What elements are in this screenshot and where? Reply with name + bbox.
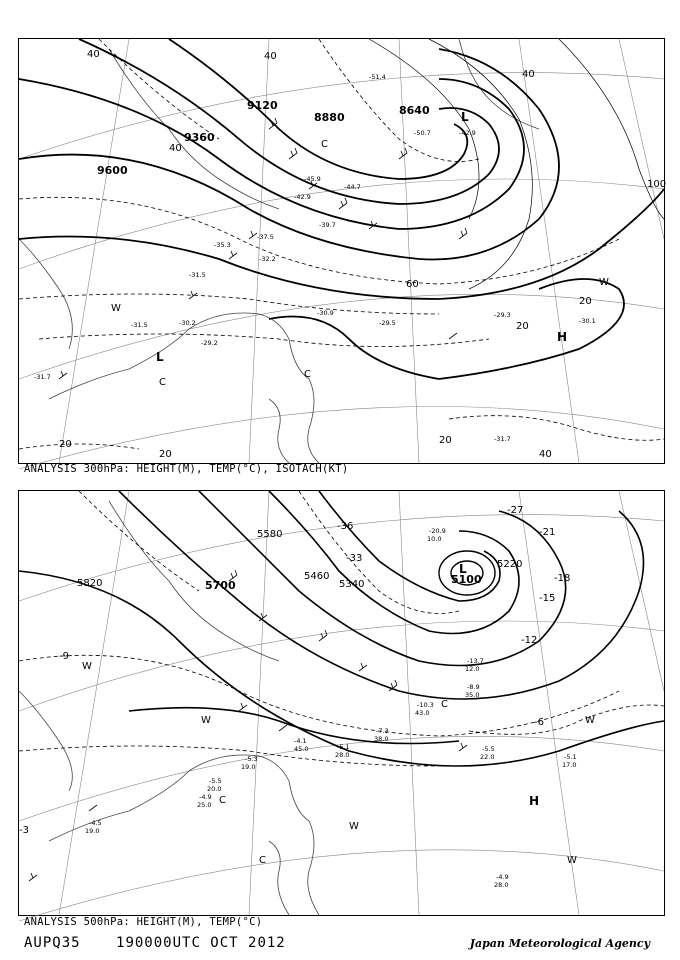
obs-label: 35.0 bbox=[465, 691, 480, 699]
caption-300hpa: ANALYSIS 300hPa: HEIGHT(M), TEMP(°C), ISOTACH(KT) bbox=[24, 463, 349, 475]
temp-label: -51.4 bbox=[369, 73, 386, 81]
cold-symbol: C bbox=[441, 699, 448, 710]
obs-label: 25.0 bbox=[197, 801, 212, 809]
height-label: 8640 bbox=[399, 104, 430, 117]
height-label: 5820 bbox=[77, 578, 103, 589]
height-label: 9600 bbox=[97, 164, 128, 177]
warm-symbol: W bbox=[201, 715, 211, 726]
obs-label: -4.1 bbox=[294, 737, 307, 745]
isotherms-300 bbox=[19, 39, 667, 449]
map-panel-300hpa bbox=[18, 38, 665, 464]
temp-label: -29.2 bbox=[201, 339, 218, 347]
temp-label: -37.5 bbox=[257, 233, 274, 241]
warm-symbol: W bbox=[111, 303, 121, 314]
obs-label: -5.5 bbox=[482, 745, 495, 753]
obs-label: 12.0 bbox=[465, 665, 480, 673]
height-label: 8880 bbox=[314, 111, 345, 124]
agency-name: Japan Meteorological Agency bbox=[469, 937, 650, 950]
cold-symbol: C bbox=[219, 795, 226, 806]
obs-label: -4.9 bbox=[496, 873, 509, 881]
obs-label: 28.0 bbox=[335, 751, 350, 759]
isotach-label: 40 bbox=[87, 49, 100, 60]
obs-label: -4.5 bbox=[89, 819, 102, 827]
isotach-label: 20 bbox=[516, 321, 529, 332]
height-label: 5100 bbox=[451, 573, 482, 586]
height-label: 9120 bbox=[247, 99, 278, 112]
obs-label: 43.0 bbox=[415, 709, 430, 717]
temp-label: -31.7 bbox=[494, 435, 511, 443]
temp-label: -30.1 bbox=[579, 317, 596, 325]
obs-label: -5.1 bbox=[337, 743, 350, 751]
temp-label: -31.5 bbox=[131, 321, 148, 329]
isotherm-label: -6 bbox=[534, 717, 544, 728]
temp-label: -32.2 bbox=[259, 255, 276, 263]
warm-symbol: W bbox=[585, 715, 595, 726]
isotherm-label: -21 bbox=[539, 527, 556, 538]
isotherms-500 bbox=[19, 491, 664, 766]
temp-label: -45.9 bbox=[304, 175, 321, 183]
temp-label: -29.3 bbox=[494, 311, 511, 319]
temp-label: -50.7 bbox=[414, 129, 431, 137]
isotach-label: 100 bbox=[647, 179, 667, 190]
isotherm-label: -36 bbox=[337, 521, 354, 532]
cold-symbol: C bbox=[259, 855, 266, 866]
cold-symbol: C bbox=[159, 377, 166, 388]
height-contours-500 bbox=[19, 491, 664, 766]
obs-label: 38.0 bbox=[374, 735, 389, 743]
isotach-label: 40 bbox=[169, 143, 182, 154]
isotherm-label: -15 bbox=[539, 593, 556, 604]
temp-label: -31.7 bbox=[34, 373, 51, 381]
obs-label: 22.0 bbox=[480, 753, 495, 761]
isotherm-label: -27 bbox=[507, 505, 524, 516]
obs-label: 19.0 bbox=[241, 763, 256, 771]
warm-symbol: W bbox=[349, 821, 359, 832]
obs-label: 45.0 bbox=[294, 745, 309, 753]
isotach-label: 20 bbox=[59, 439, 72, 450]
valid-datetime: 190000UTC OCT 2012 bbox=[116, 935, 286, 951]
obs-label: -20.9 bbox=[429, 527, 446, 535]
warm-symbol: W bbox=[82, 661, 92, 672]
temp-label: -42.9 bbox=[294, 193, 311, 201]
isotach-label: 20 bbox=[159, 449, 172, 460]
low-pressure-symbol: L bbox=[461, 110, 469, 124]
isotherm-label: -18 bbox=[554, 573, 571, 584]
height-contours-300 bbox=[19, 39, 667, 379]
obs-label: 20.0 bbox=[207, 785, 222, 793]
product-code: AUPQ35 bbox=[24, 935, 81, 951]
obs-label: 19.0 bbox=[85, 827, 100, 835]
obs-label: -5.5 bbox=[209, 777, 222, 785]
isotach-label: 60 bbox=[406, 279, 419, 290]
isotach-label: 40 bbox=[522, 69, 535, 80]
temp-label: -39.7 bbox=[319, 221, 336, 229]
temp-label: -31.5 bbox=[189, 271, 206, 279]
isotherm-label: -3 bbox=[19, 825, 29, 836]
temp-label: -30.9 bbox=[317, 309, 334, 317]
obs-label: 17.0 bbox=[562, 761, 577, 769]
high-pressure-symbol: H bbox=[557, 330, 568, 344]
caption-500hpa: ANALYSIS 500hPa: HEIGHT(M), TEMP(°C) bbox=[24, 916, 263, 928]
cold-symbol: C bbox=[321, 139, 328, 150]
map-panel-500hpa bbox=[18, 490, 665, 916]
height-label: 5340 bbox=[339, 579, 365, 590]
height-label: 5700 bbox=[205, 579, 236, 592]
high-pressure-symbol: H bbox=[529, 794, 540, 808]
obs-label: -5.3 bbox=[245, 755, 258, 763]
obs-label: 28.0 bbox=[494, 881, 509, 889]
temp-label: -29.5 bbox=[379, 319, 396, 327]
obs-label: -13.7 bbox=[467, 657, 484, 665]
height-label: 9360 bbox=[184, 131, 215, 144]
obs-label: 10.0 bbox=[427, 535, 442, 543]
height-label: 5460 bbox=[304, 571, 330, 582]
low-pressure-symbol: L bbox=[156, 350, 164, 364]
isotach-label: 40 bbox=[264, 51, 277, 62]
height-label: 5220 bbox=[497, 559, 523, 570]
isotherm-label: -9 bbox=[59, 651, 69, 662]
obs-label: -5.1 bbox=[564, 753, 577, 761]
obs-label: -8.9 bbox=[467, 683, 480, 691]
isotherm-labels-500 bbox=[19, 505, 570, 836]
temp-label: -35.3 bbox=[214, 241, 231, 249]
temp-label: -44.7 bbox=[344, 183, 361, 191]
temp-label: -30.2 bbox=[179, 319, 196, 327]
isotach-label: 20 bbox=[439, 435, 452, 446]
warm-symbol: W bbox=[599, 277, 609, 288]
coastline-300 bbox=[19, 39, 539, 463]
height-label: 5580 bbox=[257, 529, 283, 540]
low-pressure-symbol: L bbox=[459, 562, 467, 576]
isotherm-label: -12 bbox=[521, 635, 538, 646]
obs-label: -7.3 bbox=[376, 727, 389, 735]
temp-label: -42.9 bbox=[459, 129, 476, 137]
cold-symbol: C bbox=[304, 369, 311, 380]
obs-label: -10.3 bbox=[417, 701, 434, 709]
isotach-label: 20 bbox=[579, 296, 592, 307]
warm-symbol: W bbox=[567, 855, 577, 866]
isotach-label: 40 bbox=[539, 449, 552, 460]
isotherm-label: -33 bbox=[346, 553, 363, 564]
obs-label: -4.9 bbox=[199, 793, 212, 801]
chart-code-line bbox=[24, 935, 312, 951]
